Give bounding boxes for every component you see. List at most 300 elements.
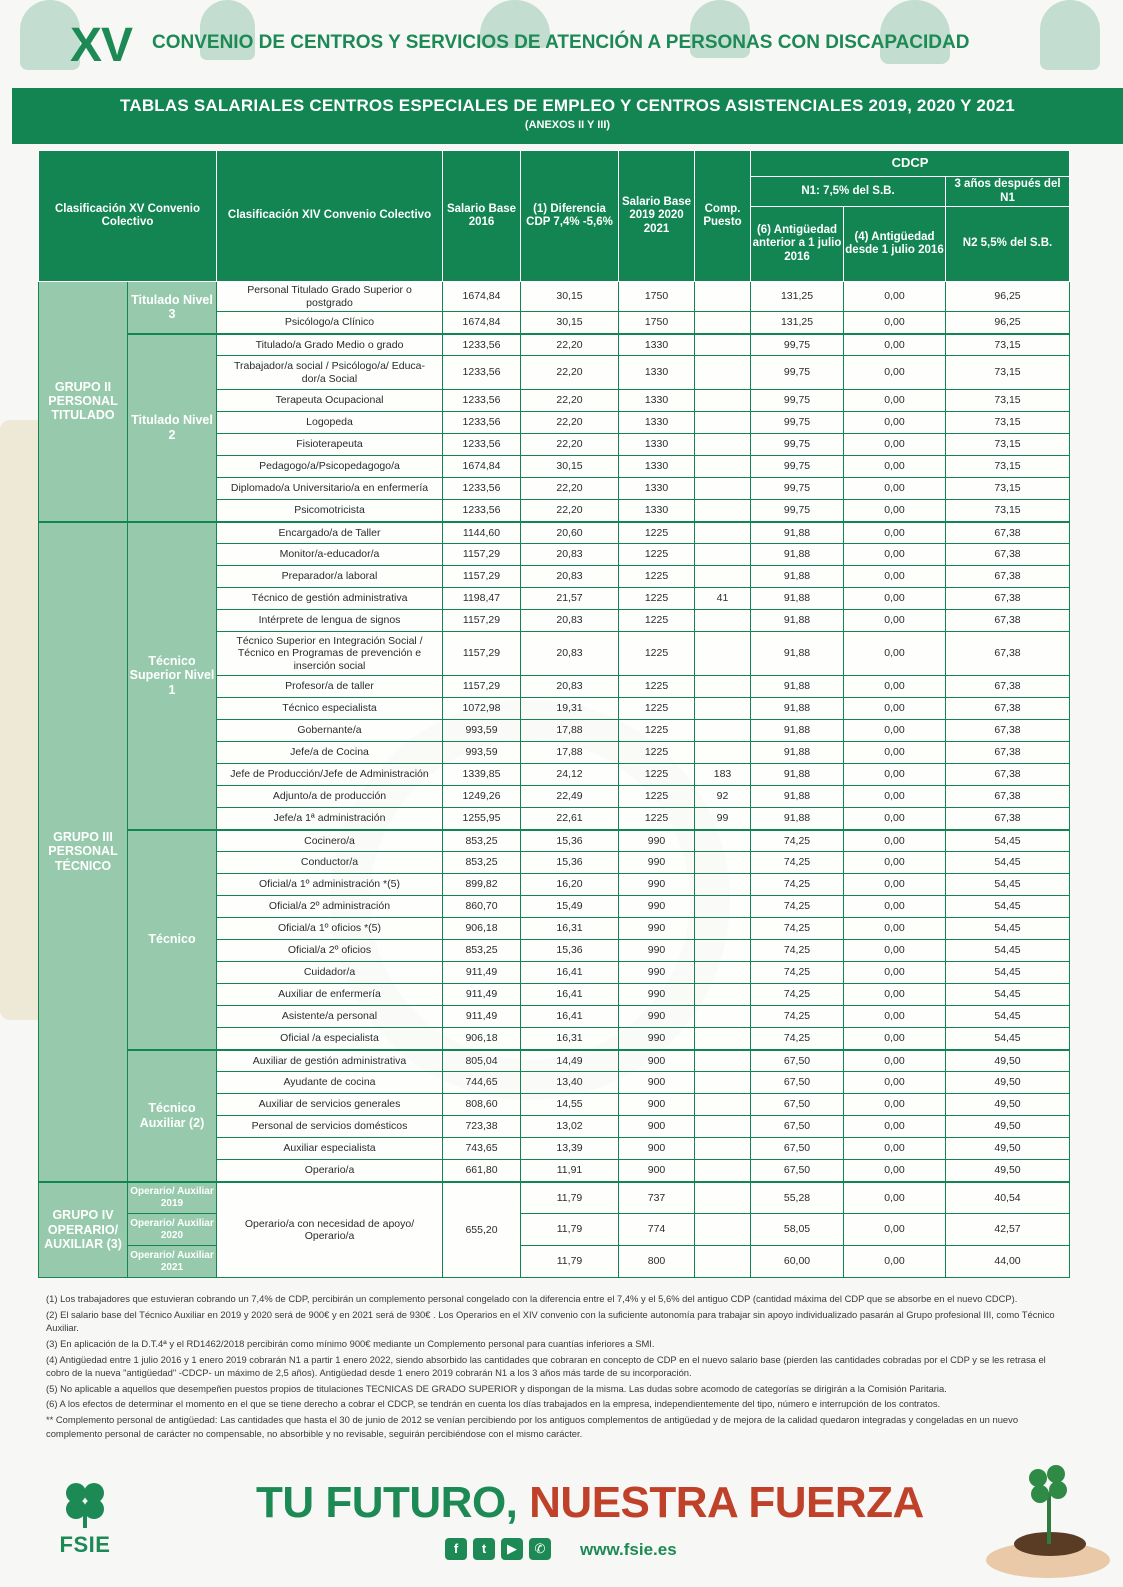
salario-2016-cell: 911,49 [443,962,521,984]
comp-puesto-cell [695,940,751,962]
antig-desde-cell: 0,00 [844,632,946,676]
salario-2016-cell: 906,18 [443,918,521,940]
footnote: (1) Los trabajadores que estuvieran cobrando un 7,4% de CDP, percibirán un complemento personal congelado con la diferencia entre el 7,4% y el 5,6% del antiguo CDP (cantidad máxima del CDP que se absorbe en el nuevo CDCP). [46,1293,1018,1304]
salario-2019-cell: 1225 [619,610,695,632]
comp-puesto-cell [695,1072,751,1094]
salario-2016-cell: 911,49 [443,984,521,1006]
n2-cell: 49,50 [946,1094,1070,1116]
xv-logo: XV [70,19,133,72]
antig-desde-cell: 0,00 [844,478,946,500]
antig-anterior-cell: 91,88 [751,808,844,830]
convenio-title: CONVENIO DE CENTROS Y SERVICIOS DE ATENCIÓN A PERSONAS CON DISCAPACIDAD [152,32,970,53]
salario-2019-cell: 800 [619,1246,695,1278]
n2-cell: 73,15 [946,356,1070,390]
title-band [12,88,1123,144]
comp-puesto-cell [695,610,751,632]
comp-puesto-cell [695,334,751,356]
n2-cell: 73,15 [946,390,1070,412]
comp-puesto-cell [695,830,751,852]
diferencia-cdp-cell: 16,31 [521,918,619,940]
antig-desde-cell: 0,00 [844,610,946,632]
salario-2016-cell: 661,80 [443,1160,521,1182]
table-row [39,1050,1070,1072]
salario-2019-cell: 990 [619,984,695,1006]
header-n1: N1: 7,5% del S.B. [751,177,946,207]
n2-cell: 54,45 [946,984,1070,1006]
table-row [39,522,1070,544]
comp-puesto-cell [695,962,751,984]
header-diferencia-cdp: (1) Diferencia CDP 7,4% -5,6% [521,151,619,282]
antig-anterior-cell: 91,88 [751,764,844,786]
subgroup-cell: Titulado Nivel 2 [128,334,217,522]
comp-puesto-cell [695,1246,751,1278]
n2-cell: 67,38 [946,808,1070,830]
diferencia-cdp-cell: 15,36 [521,940,619,962]
n2-cell: 54,45 [946,918,1070,940]
category-name: Oficial/a 1º administración *(5) [217,874,443,896]
salario-2019-cell: 900 [619,1072,695,1094]
category-name: Oficial/a 2º administración [217,896,443,918]
antig-anterior-cell: 131,25 [751,312,844,334]
antig-desde-cell: 0,00 [844,764,946,786]
category-name: Conductor/a [217,852,443,874]
diferencia-cdp-cell: 30,15 [521,282,619,312]
antig-desde-cell: 0,00 [844,918,946,940]
clover-icon [60,1478,110,1528]
comp-puesto-cell [695,522,751,544]
antig-anterior-cell: 74,25 [751,962,844,984]
diferencia-cdp-cell: 15,36 [521,852,619,874]
n2-cell: 49,50 [946,1138,1070,1160]
antig-desde-cell: 0,00 [844,984,946,1006]
salario-2016-cell: 1198,47 [443,588,521,610]
category-name: Titulado/a Grado Medio o grado [217,334,443,356]
diferencia-cdp-cell: 22,20 [521,334,619,356]
category-name: Ayudante de cocina [217,1072,443,1094]
salario-2019-cell: 1330 [619,334,695,356]
n2-cell: 54,45 [946,852,1070,874]
salary-table-wrap [38,150,1069,1278]
antig-anterior-cell: 91,88 [751,588,844,610]
slogan [256,1478,924,1528]
salario-2016-cell: 1255,95 [443,808,521,830]
comp-puesto-cell [695,1028,751,1050]
antig-anterior-cell: 67,50 [751,1138,844,1160]
salario-2019-cell: 1330 [619,500,695,522]
diferencia-cdp-cell: 24,12 [521,764,619,786]
category-name: Psicomotricista [217,500,443,522]
diferencia-cdp-cell: 21,57 [521,588,619,610]
salario-2019-cell: 1225 [619,808,695,830]
category-name: Intérprete de lengua de signos [217,610,443,632]
twitter-icon[interactable]: t [473,1538,495,1560]
diferencia-cdp-cell: 15,36 [521,830,619,852]
antig-anterior-cell: 91,88 [751,698,844,720]
subgroup-cell: Técnico Auxiliar (2) [128,1050,217,1182]
salario-2019-cell: 900 [619,1050,695,1072]
comp-puesto-cell [695,720,751,742]
diferencia-cdp-cell: 20,83 [521,676,619,698]
comp-puesto-cell [695,1138,751,1160]
n2-cell: 54,45 [946,1006,1070,1028]
header-clasif-xv: Clasificación XV Convenio Colectivo [39,151,217,282]
antig-desde-cell: 0,00 [844,742,946,764]
page-subtitle: (ANEXOS II Y III) [524,119,611,131]
salario-2019-cell: 1225 [619,786,695,808]
subgroup-cell: Operario/ Auxiliar 2021 [128,1246,217,1278]
footnote: (6) A los efectos de determinar el momento en el que se tiene derecho a cobrar el CDCP, se tendrán en cuenta los días trabajados en la empresa, independientemente del tipo, número e interrupción de los contratos. [46,1398,941,1410]
footnote: (3) En aplicación de la D.T.4ª y el RD1462/2018 percibirán como mínimo 900€ mediante un Complemento personal para cuantías inferiores a SMI. [46,1337,655,1349]
antig-anterior-cell: 74,25 [751,1006,844,1028]
salario-2016-cell: 1157,29 [443,566,521,588]
category-name: Profesor/a de taller [217,676,443,698]
salario-2016-cell: 1339,85 [443,764,521,786]
diferencia-cdp-cell: 22,61 [521,808,619,830]
table-row [39,1246,1070,1278]
category-name: Operario/a con necesidad de apoyo/ Operario/a [217,1182,443,1278]
antig-anterior-cell: 91,88 [751,544,844,566]
salario-2019-cell: 1225 [619,676,695,698]
salario-2016-cell: 853,25 [443,940,521,962]
antig-anterior-cell: 60,00 [751,1246,844,1278]
category-name: Oficial /a especialista [217,1028,443,1050]
salario-2019-cell: 990 [619,852,695,874]
n2-cell: 67,38 [946,544,1070,566]
salario-2019-cell: 990 [619,830,695,852]
diferencia-cdp-cell: 20,83 [521,610,619,632]
diferencia-cdp-cell: 11,79 [521,1214,619,1246]
antig-desde-cell: 0,00 [844,1028,946,1050]
salario-2019-cell: 1750 [619,282,695,312]
category-name: Técnico Superior en Integración Social / Técnico en Programas de prevención e inserción social [217,632,443,676]
antig-desde-cell: 0,00 [844,1214,946,1246]
n2-cell: 49,50 [946,1160,1070,1182]
n2-cell: 54,45 [946,830,1070,852]
comp-puesto-cell [695,356,751,390]
salario-2016-cell: 1233,56 [443,356,521,390]
category-name: Terapeuta Ocupacional [217,390,443,412]
antig-desde-cell: 0,00 [844,1138,946,1160]
plant-in-hands-icon [978,1452,1118,1582]
salario-2019-cell: 900 [619,1094,695,1116]
diferencia-cdp-cell: 16,41 [521,1006,619,1028]
n2-cell: 67,38 [946,698,1070,720]
comp-puesto-cell [695,434,751,456]
n2-cell: 44,00 [946,1246,1070,1278]
n2-cell: 73,15 [946,412,1070,434]
antig-desde-cell: 0,00 [844,1182,946,1214]
category-name: Logopeda [217,412,443,434]
n2-cell: 54,45 [946,940,1070,962]
table-row [39,334,1070,356]
salario-2019-cell: 1330 [619,434,695,456]
table-row [39,282,1070,312]
antig-anterior-cell: 91,88 [751,786,844,808]
n2-cell: 73,15 [946,456,1070,478]
diferencia-cdp-cell: 30,15 [521,456,619,478]
diferencia-cdp-cell: 20,83 [521,566,619,588]
comp-puesto-cell [695,918,751,940]
diferencia-cdp-cell: 13,40 [521,1072,619,1094]
diferencia-cdp-cell: 17,88 [521,720,619,742]
slogan-part-b: NUESTRA FUERZA [529,1478,924,1527]
salario-2019-cell: 990 [619,896,695,918]
table-row [39,1214,1070,1246]
header-comp-puesto: Comp. Puesto [695,151,751,282]
antig-anterior-cell: 91,88 [751,720,844,742]
diferencia-cdp-cell: 22,20 [521,356,619,390]
antig-anterior-cell: 67,50 [751,1116,844,1138]
comp-puesto-cell [695,852,751,874]
antig-desde-cell: 0,00 [844,676,946,698]
salary-table-body [39,282,1070,1278]
antig-anterior-cell: 91,88 [751,742,844,764]
antig-desde-cell: 0,00 [844,356,946,390]
category-name: Técnico especialista [217,698,443,720]
category-name: Gobernante/a [217,720,443,742]
n2-cell: 67,38 [946,742,1070,764]
antig-desde-cell: 0,00 [844,334,946,356]
salario-2019-cell: 1330 [619,356,695,390]
antig-anterior-cell: 99,75 [751,500,844,522]
salario-2019-cell: 990 [619,940,695,962]
antig-anterior-cell: 99,75 [751,434,844,456]
comp-puesto-cell [695,896,751,918]
n2-cell: 54,45 [946,896,1070,918]
comp-puesto-cell [695,312,751,334]
category-name: Trabajador/a social / Psicólogo/a/ Educa-dor/a Social [217,356,443,390]
antig-desde-cell: 0,00 [844,698,946,720]
diferencia-cdp-cell: 22,20 [521,500,619,522]
antig-anterior-cell: 91,88 [751,566,844,588]
header-tres-anos: 3 años después del N1 [946,177,1070,207]
antig-desde-cell: 0,00 [844,456,946,478]
footnote: (4) Antigüedad entre 1 julio 2016 y 1 enero 2019 cobrarán N1 a partir 1 enero 2022, siendo absorbido las cantidades que cobraran en concepto de CDP en el nuevo salario base (pierden las cantidades cobradas por el CDP y se les retrasa el cobro de la nueva "antigüedad" -CDCP- un máximo de 2,5 años). Antigüedad desde 1 enero 2019 cobrarán N1 a los 3 años más tarde de su incorporación. [46,1353,1046,1379]
salario-2016-cell: 853,25 [443,852,521,874]
antig-desde-cell: 0,00 [844,282,946,312]
antig-anterior-cell: 55,28 [751,1182,844,1214]
footnotes [46,1292,1066,1442]
comp-puesto-cell [695,698,751,720]
comp-puesto-cell [695,282,751,312]
diferencia-cdp-cell: 11,91 [521,1160,619,1182]
comp-puesto-cell [695,1214,751,1246]
salario-2016-cell: 1157,29 [443,610,521,632]
salario-2016-cell: 1144,60 [443,522,521,544]
salario-2016-cell: 1233,56 [443,390,521,412]
comp-puesto-cell [695,478,751,500]
category-name: Personal Titulado Grado Superior o postgrado [217,282,443,312]
youtube-icon[interactable]: ▶ [501,1538,523,1560]
salario-2016-cell: 1157,29 [443,544,521,566]
category-name: Oficial/a 2º oficios [217,940,443,962]
comp-puesto-cell [695,1160,751,1182]
salario-2016-cell: 743,65 [443,1138,521,1160]
antig-desde-cell: 0,00 [844,566,946,588]
salario-2016-cell: 899,82 [443,874,521,896]
n2-cell: 49,50 [946,1050,1070,1072]
salario-2016-cell: 993,59 [443,742,521,764]
comp-puesto-cell [695,874,751,896]
category-name: Personal de servicios domésticos [217,1116,443,1138]
diferencia-cdp-cell: 11,79 [521,1246,619,1278]
category-name: Técnico de gestión administrativa [217,588,443,610]
salario-2019-cell: 990 [619,1006,695,1028]
antig-desde-cell: 0,00 [844,808,946,830]
n2-cell: 73,15 [946,434,1070,456]
group-cell: GRUPO III PERSONAL TÉCNICO [39,522,128,1182]
comp-puesto-cell [695,1182,751,1214]
antig-desde-cell: 0,00 [844,390,946,412]
salario-2019-cell: 1225 [619,698,695,720]
header-antig-desde: (4) Antigüedad desde 1 julio 2016 [844,207,946,282]
antig-anterior-cell: 74,25 [751,896,844,918]
salario-2016-cell: 1157,29 [443,676,521,698]
comp-puesto-cell: 41 [695,588,751,610]
diferencia-cdp-cell: 30,15 [521,312,619,334]
n2-cell: 67,38 [946,764,1070,786]
salario-2019-cell: 1750 [619,312,695,334]
category-name: Pedagogo/a/Psicopedagogo/a [217,456,443,478]
salario-2016-cell: 655,20 [443,1182,521,1278]
antig-anterior-cell: 67,50 [751,1094,844,1116]
antig-desde-cell: 0,00 [844,500,946,522]
antig-anterior-cell: 58,05 [751,1214,844,1246]
n2-cell: 54,45 [946,1028,1070,1050]
comp-puesto-cell [695,1116,751,1138]
category-name: Cocinero/a [217,830,443,852]
n2-cell: 67,38 [946,786,1070,808]
n2-cell: 67,38 [946,632,1070,676]
category-name: Auxiliar especialista [217,1138,443,1160]
subgroup-cell: Operario/ Auxiliar 2020 [128,1214,217,1246]
antig-anterior-cell: 99,75 [751,390,844,412]
antig-desde-cell: 0,00 [844,896,946,918]
category-name: Fisioterapeuta [217,434,443,456]
comp-puesto-cell [695,412,751,434]
antig-desde-cell: 0,00 [844,1246,946,1278]
slogan-part-a: TU FUTURO, [256,1478,530,1527]
diferencia-cdp-cell: 16,31 [521,1028,619,1050]
salario-2019-cell: 1330 [619,478,695,500]
diferencia-cdp-cell: 16,41 [521,984,619,1006]
comp-puesto-cell [695,566,751,588]
fsie-logo [52,1478,118,1562]
footnote: (2) El salario base del Técnico Auxiliar en 2019 y 2020 será de 900€ y en 2021 será de 930€ . Los Operarios en el XIV convenio con la suficiente autonomía para trabajar sin apoyo individualizado pasarán al Grupo profesional III, como Técnico Auxiliar. [46,1308,1055,1334]
diferencia-cdp-cell: 14,55 [521,1094,619,1116]
salario-2019-cell: 1225 [619,544,695,566]
n2-cell: 54,45 [946,874,1070,896]
diferencia-cdp-cell: 16,20 [521,874,619,896]
salario-2016-cell: 1157,29 [443,632,521,676]
header-clasif-xiv: Clasificación XIV Convenio Colectivo [217,151,443,282]
comp-puesto-cell [695,544,751,566]
n2-cell: 96,25 [946,312,1070,334]
diferencia-cdp-cell: 20,60 [521,522,619,544]
antig-anterior-cell: 74,25 [751,918,844,940]
diferencia-cdp-cell: 16,41 [521,962,619,984]
antig-desde-cell: 0,00 [844,720,946,742]
group-cell: GRUPO II PERSONAL TITULADO [39,282,128,522]
category-name: Operario/a [217,1160,443,1182]
footnote: (5) No aplicable a aquellos que desempeñen puestos propios de titulaciones TECNICAS DE GRADO SUPERIOR y dispongan de la misma. Las dudas sobre acomodo de categorías se dirigirán a la Comisión Paritaria. [46,1382,947,1394]
website-link[interactable]: www.fsie.es [580,1540,677,1559]
antig-desde-cell: 0,00 [844,874,946,896]
diferencia-cdp-cell: 22,20 [521,412,619,434]
antig-anterior-cell: 91,88 [751,676,844,698]
comp-puesto-cell [695,456,751,478]
table-row [39,1182,1070,1214]
page-title: TABLAS SALARIALES CENTROS ESPECIALES DE EMPLEO Y CENTROS ASISTENCIALES 2019, 2020 Y 2021 [120,96,1015,115]
category-name: Encargado/a de Taller [217,522,443,544]
comp-puesto-cell [695,742,751,764]
comp-puesto-cell [695,1006,751,1028]
antig-desde-cell: 0,00 [844,786,946,808]
antig-desde-cell: 0,00 [844,412,946,434]
diferencia-cdp-cell: 14,49 [521,1050,619,1072]
salario-2016-cell: 906,18 [443,1028,521,1050]
n2-cell: 96,25 [946,282,1070,312]
header-antig-anterior: (6) Antigüedad anterior a 1 julio 2016 [751,207,844,282]
n2-cell: 67,38 [946,610,1070,632]
n2-cell: 40,54 [946,1182,1070,1214]
salario-2016-cell: 911,49 [443,1006,521,1028]
category-name: Psicólogo/a Clínico [217,312,443,334]
antig-anterior-cell: 91,88 [751,610,844,632]
antig-desde-cell: 0,00 [844,852,946,874]
salario-2019-cell: 1330 [619,390,695,412]
diferencia-cdp-cell: 19,31 [521,698,619,720]
antig-anterior-cell: 74,25 [751,1028,844,1050]
salario-2019-cell: 990 [619,962,695,984]
n2-cell: 49,50 [946,1072,1070,1094]
antig-desde-cell: 0,00 [844,1006,946,1028]
salario-2016-cell: 853,25 [443,830,521,852]
salary-table [38,150,1070,1278]
antig-anterior-cell: 99,75 [751,334,844,356]
header-salario-2019: Salario Base 2019 2020 2021 [619,151,695,282]
salario-2016-cell: 805,04 [443,1050,521,1072]
category-name: Auxiliar de servicios generales [217,1094,443,1116]
diferencia-cdp-cell: 22,20 [521,434,619,456]
category-name: Asistente/a personal [217,1006,443,1028]
salario-2019-cell: 1225 [619,764,695,786]
n2-cell: 49,50 [946,1116,1070,1138]
footnote: ** Complemento personal de antigüedad: Las cantidades que hasta el 30 de junio de 2012 se venían percibiendo por los antiguos complementos de antigüedad y de mejora de la calidad quedaron integradas y congeladas en un nuevo complemento personal de carácter no compensable, no absorbible y no revisable, seguirán percibiéndose con el mismo carácter. [46,1414,1019,1439]
comp-puesto-cell: 183 [695,764,751,786]
antig-desde-cell: 0,00 [844,962,946,984]
whatsapp-icon[interactable]: ✆ [529,1538,551,1560]
salario-2019-cell: 990 [619,1028,695,1050]
antig-desde-cell: 0,00 [844,940,946,962]
category-name: Adjunto/a de producción [217,786,443,808]
salario-2019-cell: 1225 [619,632,695,676]
comp-puesto-cell: 92 [695,786,751,808]
salario-2019-cell: 1225 [619,720,695,742]
category-name: Oficial/a 1º oficios *(5) [217,918,443,940]
antig-anterior-cell: 74,25 [751,874,844,896]
antig-desde-cell: 0,00 [844,544,946,566]
facebook-icon[interactable]: f [445,1538,467,1560]
category-name: Cuidador/a [217,962,443,984]
antig-anterior-cell: 91,88 [751,522,844,544]
diferencia-cdp-cell: 13,02 [521,1116,619,1138]
antig-desde-cell: 0,00 [844,1072,946,1094]
n2-cell: 73,15 [946,334,1070,356]
comp-puesto-cell [695,500,751,522]
category-name: Preparador/a laboral [217,566,443,588]
diferencia-cdp-cell: 22,20 [521,390,619,412]
